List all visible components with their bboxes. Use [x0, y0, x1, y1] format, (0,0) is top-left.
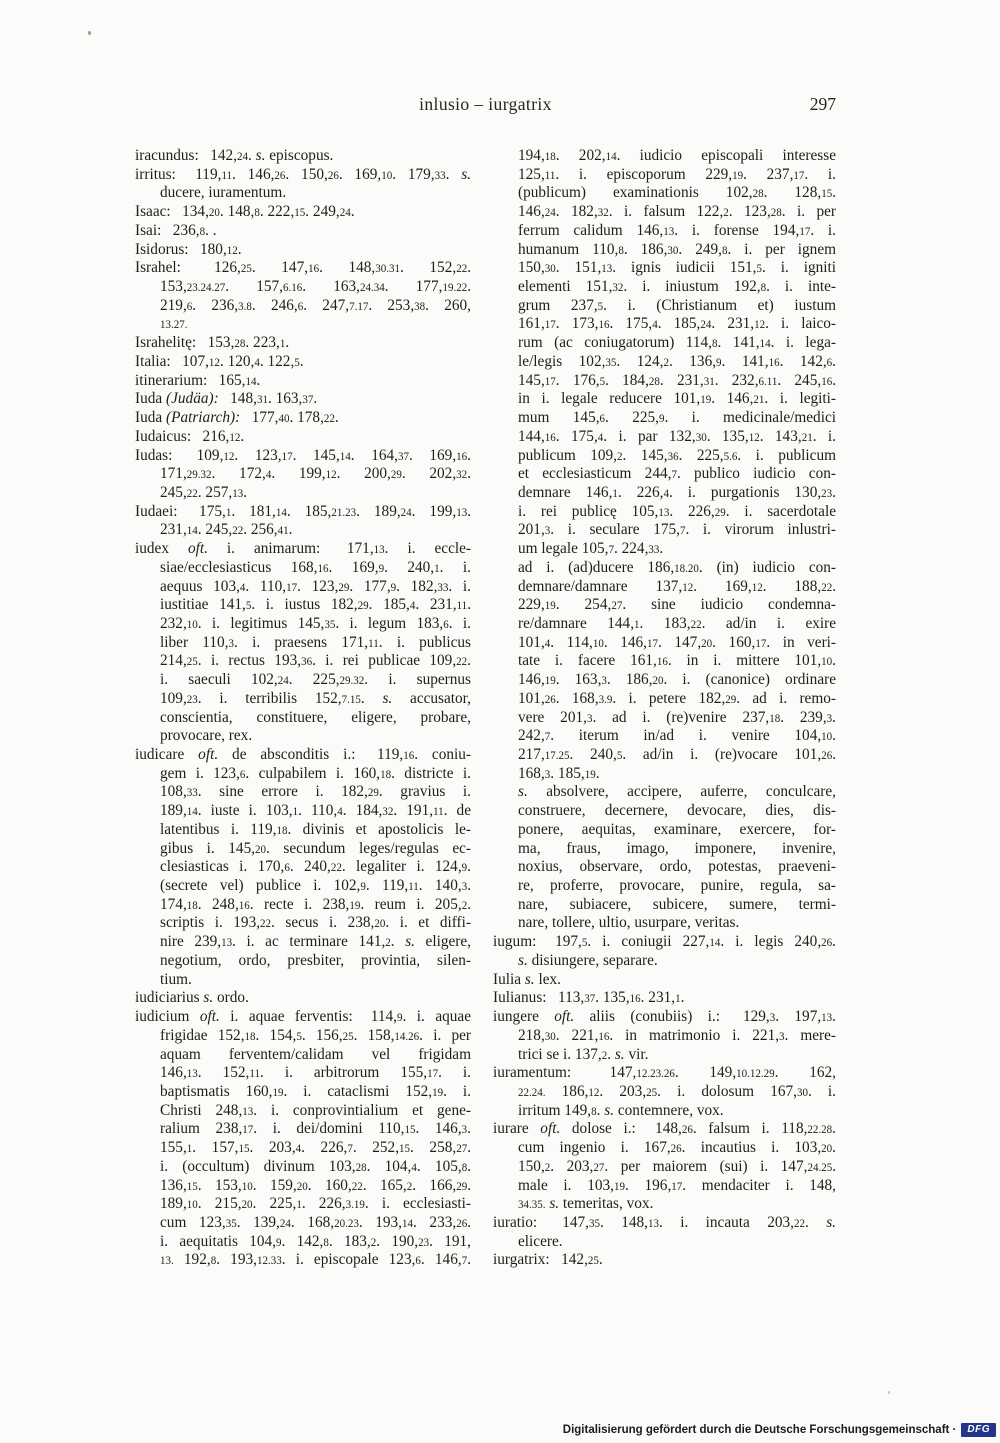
index-line: demnare/damnare 137,12. 169,12. 188,22. [518, 577, 837, 595]
index-line: ad i. (ad)ducere 186,18.20. (in) iudicio con- [518, 558, 836, 576]
index-line: iracundus: 142,24. s. episcopus. [135, 147, 334, 164]
index-line: 189,10. 215,20. 225,1. 226,3.19. i. ecclesiasti- [160, 1195, 472, 1213]
index-line: 232,10. i. legitimus 145,35. i. legum 183,6. i. [160, 614, 471, 632]
index-line: latentibus i. 119,18. divinis et apostolicis le- [160, 820, 472, 838]
index-line: 150,30. 151,13. ignis iudicii 151,5. i. igniti [518, 259, 837, 277]
index-line: aquam ferventem/calidam vel frigidam [160, 1045, 471, 1063]
index-line: s. disiungere, separare. [518, 951, 658, 969]
index-line: cum ingenio i. 167,26. incautius i. 103,20. [518, 1139, 836, 1157]
index-line: 217,17.25. 240,5. ad/in i. (re)vocare 101,26. [518, 746, 837, 763]
index-line: vere 201,3. ad i. (re)venire 237,18. 239,3. [518, 708, 836, 726]
index-line: iudicium oft. i. aquae ferventis: 114,9. i. aquae [135, 1008, 471, 1026]
index-line: iugum: 197,5. i. coniugii 227,14. i. legis 240,26. [493, 933, 836, 951]
index-line: baptismatis 160,19. i. cataclismi 152,19. i. [160, 1082, 471, 1100]
index-line: Italia: 107,12. 120,4. 122,5. [135, 352, 304, 370]
index-line: 101,4. 114,10. 146,17. 147,20. 160,17. in veri- [518, 633, 837, 651]
index-line: ponere, aequitas, examinare, exercere, for- [518, 820, 836, 838]
index-line: ma, fraus, imago, imponere, invenire, [518, 839, 836, 857]
index-line: 194,18. 202,14. iudicio episcopali interesse [518, 147, 836, 164]
index-line: 174,18. 248,16. recte i. 238,19. reum i. 205,2. [160, 895, 472, 913]
index-line: iungere oft. aliis (conubiis) i.: 129,3. 197,13. [493, 1008, 836, 1026]
index-line: 245,22. 257,13. [160, 483, 248, 501]
index-line: irritus: 119,11. 146,26. 150,26. 169,10. 179,33. s. [135, 165, 471, 183]
index-line: publicum 109,2. 145,36. 225,5.6. i. publicum [518, 446, 836, 464]
index-line: Israhel: 126,25. 147,16. 148,30.31. 152,22. [135, 259, 472, 277]
index-line: cum 123,35. 139,24. 168,20.23. 193,14. 233,26. [160, 1213, 472, 1231]
index-line: Iudaei: 175,1. 181,14. 185,21.23. 189,24. 199,13. [135, 502, 472, 520]
index-line: Iulianus: 113,37. 135,16. 231,1. [493, 989, 685, 1007]
index-line: male i. 103,19. 196,17. mendaciter i. 148, [518, 1176, 836, 1194]
index-line: le/legis 102,35. 124,2. 136,9. 141,16. 142,6. [518, 352, 836, 370]
index-line: 189,14. iuste i. 103,1. 110,4. 184,32. 191,11. de [160, 802, 471, 820]
index-line: demnare 146,1. 226,4. i. purgationis 130,23. [518, 483, 836, 501]
index-line: Isaac: 134,20. 148,8. 222,15. 249,24. [135, 203, 355, 221]
index-line: siae/ecclesiasticus 168,16. 169,9. 240,1. i. [160, 558, 471, 576]
index-line: 219,6. 236,3.8. 246,6. 247,7.17. 253,38. 260, [160, 296, 471, 314]
index-line: iuratio: 147,35. 148,13. i. incauta 203,22. s. [493, 1213, 836, 1231]
dfg-logo: DFG [961, 1423, 996, 1437]
index-line: um legale 105,7. 224,33. [518, 540, 664, 558]
index-line: Iudas: 109,12. 123,17. 145,14. 164,37. 169,16. [135, 446, 471, 464]
index-line: nare, subiacere, subicere, sumere, termi- [518, 895, 836, 913]
index-line: Isai: 236,8. . [135, 221, 217, 239]
index-line: 13. 192,8. 193,12.33. i. episcopale 123,6. 146,7. [160, 1251, 472, 1269]
index-line: iustitiae 141,5. i. iustus 182,29. 185,4. 231,11. [160, 596, 472, 614]
index-line: ralium 238,17. i. dei/domini 110,15. 146,3. [160, 1120, 471, 1138]
index-line: Iuda (Judäa): 148,31. 163,37. [135, 390, 318, 408]
index-line: Iudaicus: 216,12. [135, 427, 245, 445]
index-line: 109,23. i. terribilis 152,7.15. s. accusator, [160, 689, 471, 707]
index-line: Christi 248,13. i. conprovintialium et gene- [160, 1101, 471, 1119]
index-line: humanum 110,8. 186,30. 249,8. i. per ignem [518, 240, 837, 258]
index-line: construere, decernere, devocare, dies, dis- [518, 802, 836, 820]
index-line: iurare oft. dolose i.: 148,26. falsum i. 118,22.28. [493, 1120, 836, 1138]
index-line: 150,2. 203,27. per maiorem (sui) i. 147,24.25. [518, 1157, 837, 1175]
index-line: 168,3. 185,19. [518, 764, 600, 782]
scan-speck [888, 1391, 890, 1394]
index-line: negotium, ordo, presbiter, provintia, silen- [160, 951, 471, 969]
index-line: 125,11. i. episcoporum 229,19. 237,17. i. [518, 165, 836, 183]
index-line: provocare, rex. [160, 727, 253, 745]
column-left [135, 147, 471, 1270]
index-line: (publicum) examinationis 102,28. 128,15. [518, 184, 837, 202]
index-line: 161,17. 173,16. 175,4. 185,24. 231,12. i. laico- [518, 315, 837, 333]
index-line: ferrum calidum 146,13. i. forense 194,17. i. [518, 221, 836, 239]
index-line: gem i. 123,6. culpabilem i. 160,18. districte i. [160, 764, 471, 782]
index-line: s. absolvere, accipere, auferre, conculcare, [518, 783, 836, 801]
index-line: i. saeculi 102,24. 225,29.32. i. supernus [160, 671, 471, 689]
index-line: (secrete vel) publice i. 102,9. 119,11. 140,3. [160, 877, 472, 895]
index-line: iurgatrix: 142,25. [493, 1251, 603, 1269]
index-line: Isidorus: 180,12. [135, 240, 242, 258]
index-line: 146,13. 152,11. i. arbitrorum 155,17. i. [160, 1064, 471, 1082]
index-line: 171,29.32. 172,4. 199,12. 200,29. 202,32. [160, 465, 471, 483]
index-line: in i. legale reducere 101,19. 146,21. i. legiti- [518, 390, 836, 408]
index-line: re/damnare 144,1. 183,22. ad/in i. exire [518, 614, 837, 632]
scan-speck [88, 31, 91, 35]
index-line: trici se i. 137,2. s. vir. [518, 1045, 649, 1063]
index-line: irritum 149,8. s. contemnere, vox. [518, 1101, 724, 1119]
index-line: iudex oft. i. animarum: 171,13. i. eccle- [135, 540, 471, 558]
index-line: nire 239,13. i. ac terminare 141,2. s. eligere, [160, 933, 471, 951]
index-line: 13.27. [160, 319, 188, 332]
index-line: 153,23.24.27. 157,6.16. 163,24.34. 177,19.22. [160, 278, 472, 296]
index-line: clesiasticas i. 170,6. 240,22. legaliter i. 124,9. [160, 858, 471, 876]
index-line: tate i. facere 161,16. in i. mittere 101,10. [518, 652, 836, 670]
index-line: 22.24. 186,12. 203,25. i. dolosum 167,30. i. [518, 1082, 837, 1100]
index-line: i. (occultum) divinum 103,28. 104,4. 105,8. [160, 1157, 472, 1175]
index-line: Israhelitę: 153,28. 223,1. [135, 334, 290, 352]
index-line: Iulia s. lex. [493, 970, 561, 988]
index-line: gibus i. 145,20. secundum leges/regulas ec- [160, 839, 471, 857]
index-line: noxius, observare, ordo, potestas, praeveni- [518, 858, 836, 876]
index-line: 231,14. 245,22. 256,41. [160, 521, 293, 539]
index-line: Iuda (Patriarch): 177,40. 178,22. [135, 409, 339, 427]
index-line: 146,24. 182,32. i. falsum 122,2. 123,28. i. per [518, 203, 837, 221]
index-line: iudicare oft. de absconditis i.: 119,16. coniu- [135, 746, 471, 763]
index-line: 201,3. i. seculare 175,7. i. virorum inlustri- [518, 521, 836, 539]
index-line: frigidae 152,18. 154,5. 156,25. 158,14.26. i. per [160, 1026, 471, 1044]
index-line: i. rei publicę 105,13. 226,29. i. sacerdotale [518, 502, 837, 520]
index-line: tium. [160, 970, 192, 988]
index-line: 108,33. sine errore i. 182,29. gravius i. [160, 783, 471, 801]
index-line: 218,30. 221,16. in matrimonio i. 221,3. mere- [518, 1026, 836, 1044]
index-line: iudiciarius s. ordo. [135, 989, 249, 1007]
index-line: elementi 151,32. i. iniustum 192,8. i. inte- [518, 278, 836, 296]
index-line: mum 145,6. 225,9. i. medicinale/medici [518, 409, 836, 427]
page-number: 297 [809, 94, 836, 114]
index-line: ducere, iuramentum. [160, 184, 287, 202]
index-line: rum (ac coniugatorum) 114,8. 141,14. i. lega- [518, 334, 836, 352]
index-line: liber 110,3. i. praesens 171,11. i. publicus [160, 633, 471, 651]
index-line: 242,7. iterum in/ad i. venire 104,10. [518, 727, 836, 745]
index-line: 155,1. 157,15. 203,4. 226,7. 252,15. 258,27. [160, 1139, 472, 1157]
index-line: 145,17. 176,5. 184,28. 231,31. 232,6.11. 245,16. [518, 371, 837, 389]
index-line: iuramentum: 147,12.23.26. 149,10.12.29. 162, [493, 1064, 837, 1082]
credit-text: Digitalisierung gefördert durch die Deutsche Forschungsgemeinschaft · [562, 1424, 957, 1436]
running-title: inlusio – iurgatrix [419, 94, 552, 114]
index-line: aequus 103,4. 110,17. 123,29. 177,9. 182,33. i. [160, 577, 471, 595]
index-line: 101,26. 168,3.9. i. petere 182,29. ad i. remo- [518, 689, 836, 707]
index-line: 229,19. 254,27. sine iudicio condemna- [518, 596, 836, 614]
index-line: et ecclesiasticum 244,7. publico iudicio con- [518, 465, 836, 483]
index-line: elicere. [518, 1232, 563, 1250]
index-line: nare, tollere, ultio, usurpare, veritas. [518, 914, 740, 932]
index-line: grum 237,5. i. (Christianum et) iustum [518, 296, 836, 314]
index-line: re, proferre, provocare, punire, regula, sa- [518, 877, 836, 895]
index-line: i. aequitatis 104,9. 142,8. 183,2. 190,23. 191, [160, 1232, 472, 1250]
page-header [135, 94, 836, 116]
index-line: scriptis i. 193,22. secus i. 238,20. i. et diffi- [160, 914, 471, 932]
index-line: 136,15. 153,10. 159,20. 160,22. 165,2. 166,29. [160, 1176, 472, 1194]
column-right [493, 147, 836, 1270]
index-line: 34.35. s. temeritas, vox. [518, 1195, 654, 1213]
index-line: 146,19. 163,3. 186,20. i. (canonice) ordinare [518, 671, 837, 689]
digitization-credit [563, 1421, 996, 1439]
index-line: conscientia, constituere, eligere, probare, [160, 708, 471, 726]
index-line: 144,16. 175,4. i. par 132,30. 135,12. 143,21. i. [518, 427, 836, 445]
index-line: itinerarium: 165,14. [135, 371, 261, 389]
index-line: 214,25. i. rectus 193,36. i. rei publicae 109,22. [160, 652, 471, 670]
